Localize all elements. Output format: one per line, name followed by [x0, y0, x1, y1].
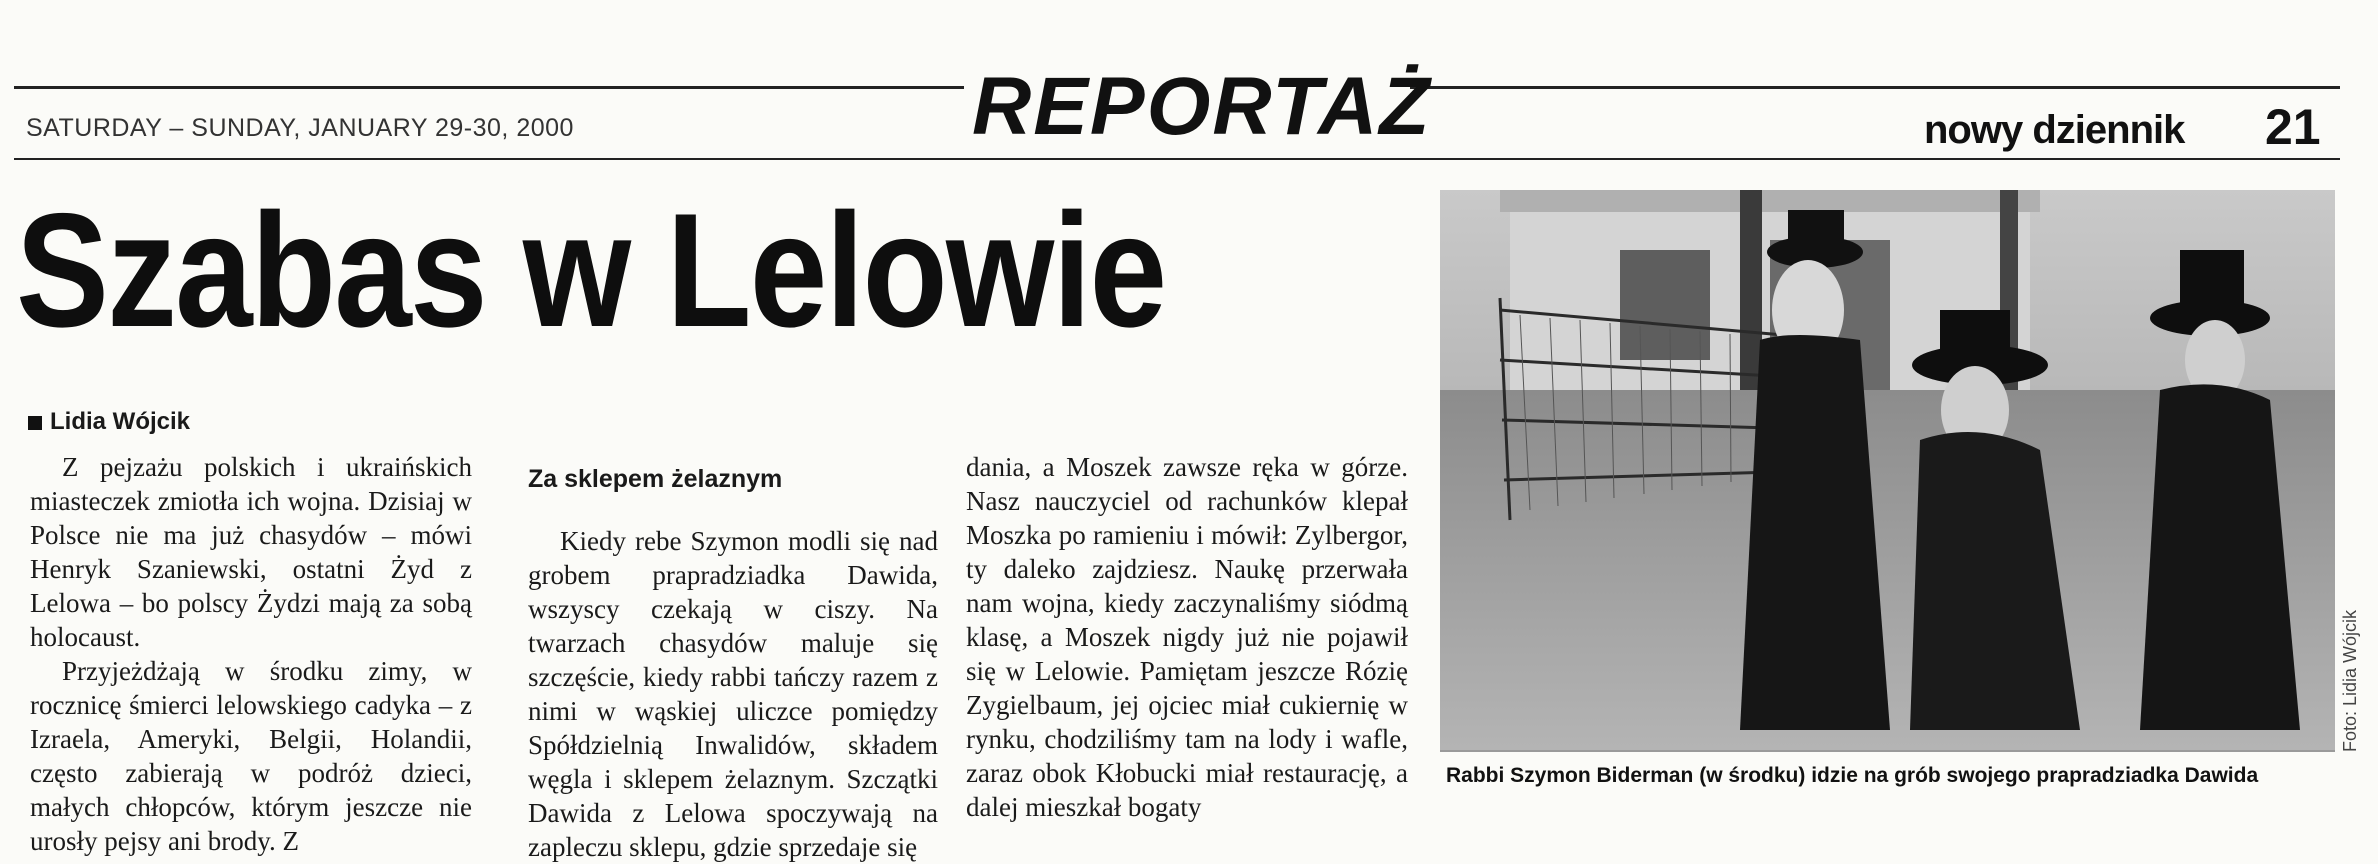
paragraph: dania, a Moszek zawsze ręka w górze. Nasz nauczyciel od rachunków klepał Moszka po ramieniu i mówił: Zylbergor, ty daleko zajdziesz. Naukę przerwała nam wojna, kiedy zaczynaliśmy siódmą klasę, a Moszek nigdy już nie pojawił się w Lelowie. Pamiętam jeszcze Rózię Zygielbaum, jej ojciec miał cukiernię w rynku, chodziliśmy tam na lody i wafle, zaraz obok Kłobucki miał restaurację, a dalej mieszkał bogaty: [966, 452, 1408, 822]
page-number: 21: [2265, 99, 2321, 155]
top-rule-left: [14, 86, 964, 89]
issue-date: SATURDAY – SUNDAY, JANUARY 29-30, 2000: [26, 114, 574, 142]
paragraph: Z pejzażu polskich i ukraińskich miasteczek zmiotła ich wojna. Dzisiaj w Polsce nie ma już chasydów – mówi Henryk Szaniewski, ostatni Żyd z Lelowa – bo polscy Żydzi mają za sobą holocaust.: [30, 452, 472, 652]
paragraph: Przyjeżdżają w środku zimy, w rocznicę śmierci lelowskiego cadyka – z Izraela, Ameryki, Belgii, Holandii, często zabierają w podróż dzieci, małych chłopców, którym jeszcze nie urosły pejsy ani brody. Z: [30, 656, 472, 856]
article-photo: [1440, 190, 2335, 752]
article-headline: Szabas w Lelowie: [16, 180, 1166, 361]
section-title: REPORTAŻ: [972, 61, 1432, 152]
photo-illustration: [1440, 190, 2335, 752]
photo-caption: Rabbi Szymon Biderman (w środku) idzie na grób swojego prapradziadka Dawida: [1446, 764, 2259, 787]
article-subhead: Za sklepem żelaznym: [528, 465, 783, 493]
byline-author: Lidia Wójcik: [50, 408, 191, 435]
top-rule-right: [1410, 86, 2340, 89]
article-column-1: [30, 450, 472, 856]
byline-square-icon: [28, 416, 42, 430]
photo-credit: Foto: Lidia Wójcik: [2340, 609, 2360, 752]
byline: [28, 408, 190, 436]
article-column-2: [528, 450, 938, 862]
header-bottom-rule: [14, 158, 2340, 160]
newspaper-brand: nowy dziennik: [1924, 108, 2185, 152]
paragraph: Kiedy rebe Szymon modli się nad grobem prapradziadka Dawida, wszyscy czekają w ciszy. Na twarzach chasydów maluje się szczęście, kiedy rabbi tańczy razem z nimi w wąskiej uliczce pomiędzy Spółdzielnią Inwalidów, składem węgla i sklepem żelaznym. Szczątki Dawida z Lelowa spoczywają na zapleczu sklepu, gdzie sprzedaje się: [528, 526, 938, 862]
article-column-3: [966, 450, 1408, 822]
